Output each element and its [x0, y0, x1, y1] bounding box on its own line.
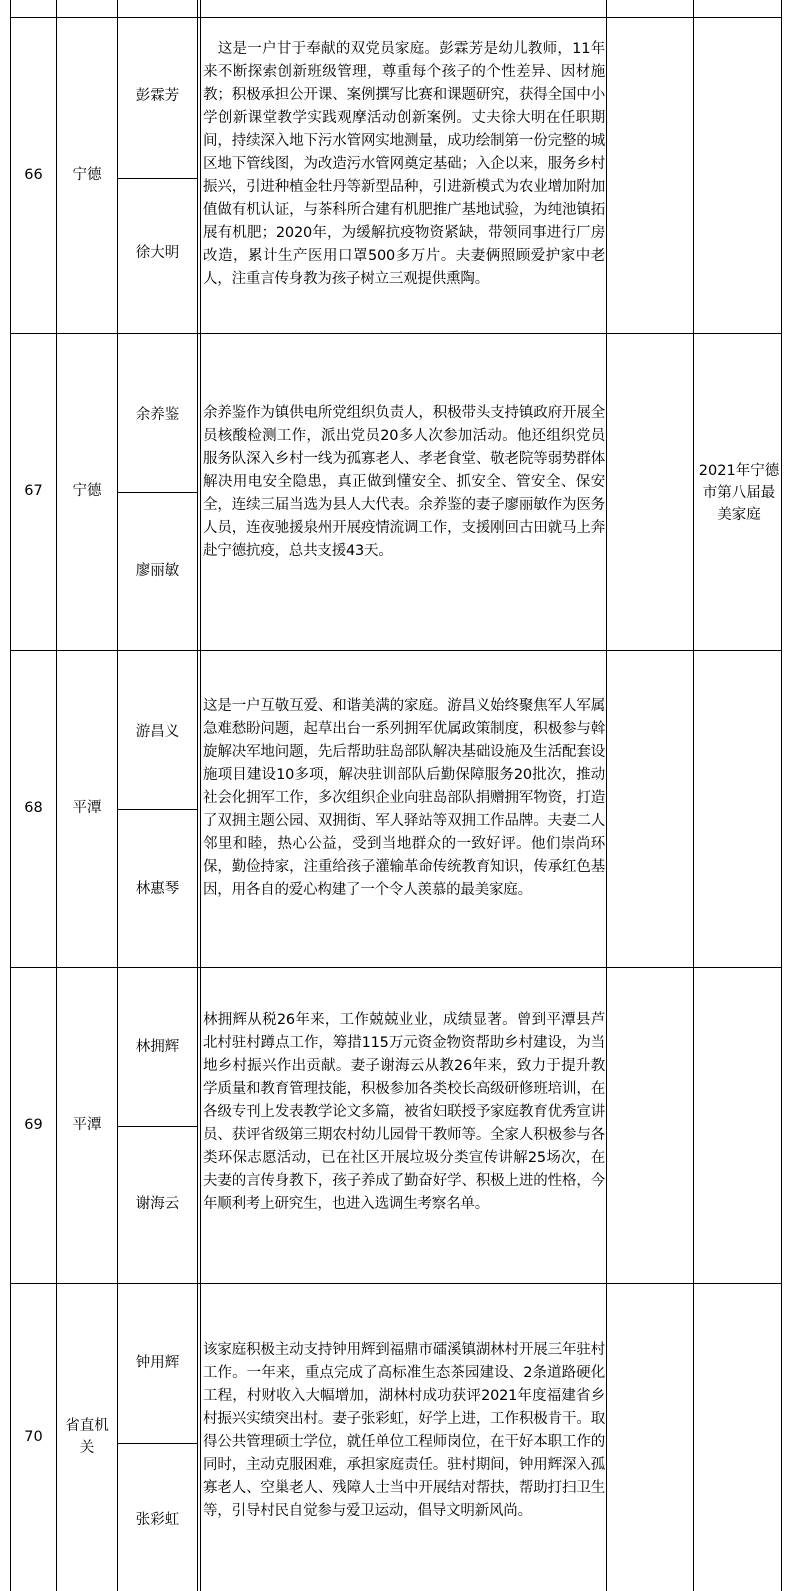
member-divider	[117, 1443, 198, 1444]
column-divider	[693, 0, 694, 1591]
column-divider	[197, 0, 198, 1591]
row-number: 69	[24, 1116, 43, 1133]
family-description: 该家庭积极主动支持钟用辉到福鼎市礌溪镇湖林村开展三年驻村工作。一年来，重点完成了高标准生态茶园建设、2条道路硬化工程，村财收入大幅增加，湖林村成功获评2021年度福建省乡村振兴实绩突出村。妻子张彩虹，好学上进，工作积极肯干。取得公共管理硕士学位，就任单位工程师岗位，在干好本职工作的同时，主动克服困难，承担家庭责任。驻村期间，钟用辉深入孤寡老人、空巢老人、残障人士当中开展结对帮扶，帮助打扫卫生等，引导村民自觉参与爱卫运动，倡导文明新风尚。	[203, 1342, 605, 1519]
family-description: 这是一户甘于奉献的双党员家庭。彭霖芳是幼儿教师，11年来不断探索创新班级管理，尊重每个孩子的个性差异、因材施教；积极承担公开课、案例撰写比赛和课题研究，获得全国中小学创新课堂教学实践观摩活动创新案例。丈夫徐大明在任职期间，持续深入地下污水管网实地测量，成功绘制第一份完整的城区地下管线图，为改造污水管网奠定基础；入企以来，服务乡村振兴，引进种植金牡丹等新型品种，引进新模式为农业增加附加值做有机认证，与茶科所合建有机肥推广基地试验，为纯池镇拓展有机肥；2020年，为缓解抗疫物资紧缺，带领同事进行厂房改造，累计生产医用口罩500多万片。夫妻俩照顾爱护家中老人，注重言传身教为孩子树立三观提供熏陶。	[203, 41, 605, 287]
member-divider	[117, 492, 198, 493]
family-description: 林拥辉从税26年来，工作兢兢业业，成绩显著。曾到平潭县芦北村驻村蹲点工作，筹措115万元资金物资帮助乡村建设，为当地乡村振兴作出贡献。妻子谢海云从教26年来，致力于提升教学质量和教育管理技能，积极参加各类校长高级研修班培训，在各级专刊上发表教学论文多篇，被省妇联授予家庭教育优秀宣讲员、获评省级第三期农村幼儿园骨干教师等。全家人积极参与各类环保志愿活动，已在社区开展垃圾分类宣传讲解25场次，在夫妻的言传身教下，孩子养成了勤奋好学、积极上进的性格，今年顺利考上研究生，也进入选调生考察名单。	[203, 1012, 605, 1212]
row-number: 66	[24, 166, 43, 183]
table-border-right	[781, 0, 782, 1591]
family-description: 余养鉴作为镇供电所党组织负责人，积极带头支持镇政府开展全员核酸检测工作，派出党员20多人次参加活动。他还组织党员服务队深入乡村一线为孤寡老人、孝老食堂、敬老院等弱势群体解决用电安全隐患，真正做到懂安全、抓安全、管安全、保安全，连续三届当选为县人大代表。余养鉴的妻子廖丽敏作为医务人员，连夜驰援泉州开展疫情流调工作，支援刚回古田就马上奔赴宁德抗疫，总共支援43天。	[203, 405, 605, 559]
member-name: 彭霖芳	[135, 87, 180, 104]
member-name: 廖丽敏	[135, 562, 180, 579]
region: 省直机关	[65, 1417, 109, 1456]
member-name: 张彩虹	[135, 1511, 180, 1528]
row-divider	[10, 1283, 782, 1284]
row-divider	[10, 967, 782, 968]
member-name: 谢海云	[135, 1195, 180, 1212]
member-divider	[117, 1126, 198, 1127]
column-divider	[200, 0, 201, 1591]
family-description: 这是一户互敬互爱、和谐美满的家庭。游昌义始终聚焦军人军属急难愁盼问题，起草出台一系列拥军优属政策制度，积极参与斡旋解决军地问题，先后帮助驻岛部队解决基础设施及生活配套设施项目建设10多项，解决驻训部队后勤保障服务20批次，推动社会化拥军工作，多次组织企业向驻岛部队捐赠拥军物资，打造了双拥主题公园、双拥街、军人驿站等双拥工作品牌。夫妻二人邻里和睦，热心公益，受到当地群众的一致好评。他们崇尚环保，勤俭持家，注重给孩子灌输革命传统教育知识，传承红色基因，用各自的爱心构建了一个令人羡慕的最美家庭。	[203, 698, 605, 898]
member-name: 林拥辉	[135, 1038, 180, 1055]
row-divider	[10, 650, 782, 651]
row-divider	[10, 17, 782, 18]
region: 平潭	[72, 1116, 102, 1133]
region: 平潭	[72, 800, 102, 817]
region: 宁德	[72, 483, 102, 500]
member-name: 林惠琴	[135, 880, 180, 897]
region: 宁德	[72, 166, 102, 183]
member-name: 余养鉴	[135, 406, 180, 423]
row-number: 68	[24, 800, 43, 817]
honor-title: 2021年宁德市第八届最美家庭	[698, 463, 780, 523]
member-divider	[117, 809, 198, 810]
row-divider	[10, 333, 782, 334]
member-name: 徐大明	[135, 244, 180, 261]
row-number: 67	[24, 483, 43, 500]
member-name: 游昌义	[135, 723, 180, 740]
column-divider	[606, 0, 607, 1591]
member-divider	[117, 178, 198, 179]
member-name: 钟用辉	[135, 1354, 180, 1371]
row-number: 70	[24, 1428, 43, 1445]
